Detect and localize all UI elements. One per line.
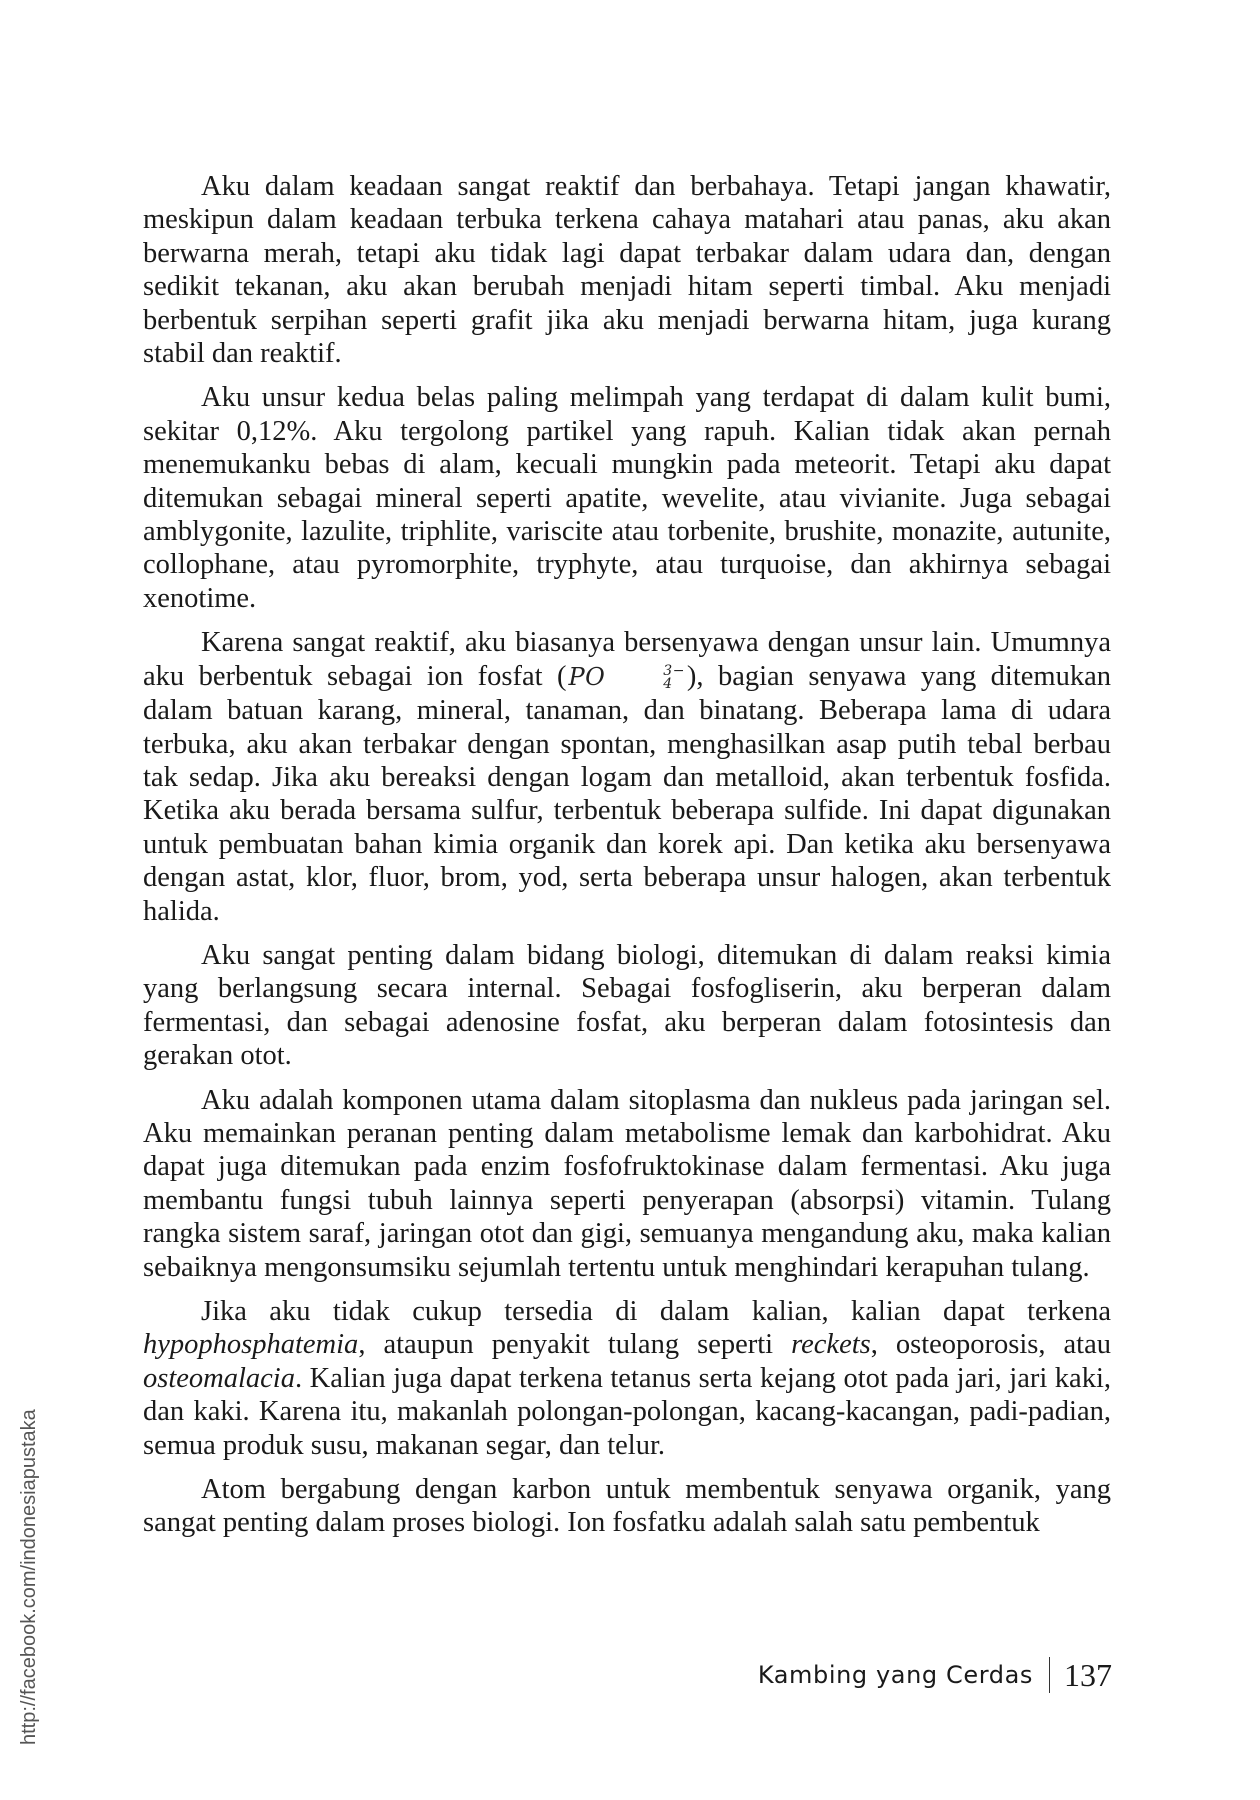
page-footer: [758, 1655, 1112, 1695]
watermark-url: http://facebook.com/indonesiapustaka: [18, 1409, 40, 1745]
page-number: 137: [1064, 1656, 1112, 1693]
formula-sup-sub: [605, 665, 685, 691]
paragraph-5: Aku adalah komponen utama dalam sitoplasma dan nukleus pada jaringan sel. Aku memainkan peranan penting dalam metabolisme lemak dan karbohidrat. Aku dapat juga ditemukan pada enzim fosfofruktokinase dalam fermentasi. Aku juga membantu fungsi tubuh lainnya seperti penyerapan (absorpsi) vitamin. Tulang rangka sistem saraf, jaringan otot dan gigi, semuanya mengandung aku, maka kalian sebaiknya mengonsumsiku sejumlah tertentu untuk menghindari kerapuhan tulang.: [143, 1084, 1111, 1283]
paragraph-7: Atom bergabung dengan karbon untuk membentuk senyawa organik, yang sangat penting dalam proses biologi. Ion fosfatku adalah salah satu pembentuk: [143, 1474, 1111, 1539]
footer-book-title: Kambing yang Cerdas: [757, 1661, 1033, 1689]
formula-superscript: 3−: [663, 663, 685, 680]
paragraph-3-text-before: Karena sangat reaktif, aku biasanya bersenyawa dengan unsur lain. Umumnya aku berbentuk sebagai ion fosfat (: [143, 627, 1111, 692]
formula-subscript: 4: [663, 676, 673, 693]
formula-base: PO: [568, 662, 606, 691]
paragraph-4: Aku sangat penting dalam bidang biologi, ditemukan di dalam reaksi kimia yang berlangsung secara internal. Sebagai fosfogliserin, aku berperan dalam fermentasi, dan sebagai adenosine fosfat, aku berperan dalam fotosintesis dan gerakan otot.: [143, 939, 1111, 1072]
paragraph-6: [143, 1295, 1111, 1462]
paragraph-6-part-c: , osteoporosis, atau: [870, 1329, 1112, 1361]
paragraph-6-part-b: , ataupun penyakit tulang seperti: [358, 1329, 792, 1361]
paragraph-3: [143, 626, 1111, 928]
paragraph-1: Aku dalam keadaan sangat reaktif dan berbahaya. Tetapi jangan khawatir, meskipun dalam keadaan terbuka terkena cahaya matahari atau panas, aku akan berwarna merah, tetapi aku tidak lagi dapat terbakar dalam udara dan, dengan sedikit tekanan, aku akan berubah menjadi hitam seperti timbal. Aku menjadi berbentuk serpihan seperti grafit jika aku menjadi berwarna hitam, juga kurang stabil dan reaktif.: [143, 171, 1111, 370]
paragraph-3-text-after: ), bagian senyawa yang ditemukan dalam batuan karang, mineral, tanaman, dan binatang. Beberapa lama di udara terbuka, aku akan terbakar dengan spontan, menghasilkan asap putih tebal berbau tak sedap. Jika aku bereaksi dengan logam dan metalloid, akan terbentuk fosfida. Ketika aku berada bersama sulfur, terbentuk beberapa sulfide. Ini dapat digunakan untuk pembuatan bahan kimia organik dan korek api. Dan ketika aku bersenyawa dengan astat, klor, fluor, brom, yod, serta beberapa unsur halogen, akan terbentuk halida.: [143, 660, 1111, 927]
paragraph-2: Aku unsur kedua belas paling melimpah yang terdapat di dalam kulit bumi, sekitar 0,12%. Aku tergolong partikel yang rapuh. Kalian tidak akan pernah menemukanku bebas di alam, kecuali mungkin pada meteorit. Tetapi aku dapat ditemukan sebagai mineral seperti apatite, wevelite, atau vivianite. Juga sebagai amblygonite, lazulite, triphlite, variscite atau torbenite, brushite, monazite, autunite, collophane, atau pyromorphite, tryphyte, atau turquoise, dan akhirnya sebagai xenotime.: [143, 382, 1111, 614]
term-reckets: reckets: [791, 1329, 871, 1361]
term-hypophosphatemia: hypophosphatemia: [143, 1329, 359, 1361]
phosphate-ion-formula: [566, 663, 686, 691]
body-text: [143, 170, 1111, 1551]
paragraph-6-part-d: . Kalian juga dapat terkena tetanus serta kejang otot pada jari, jari kaki, dan kaki. Karena itu, makanlah polongan-polongan, kacang-kacangan, padi-padian, semua produk susu, makanan segar, dan telur.: [143, 1362, 1111, 1461]
term-osteomalacia: osteomalacia: [143, 1362, 295, 1394]
paragraph-6-part-a: Jika aku tidak cukup tersedia di dalam kalian, kalian dapat terkena: [201, 1296, 1111, 1327]
